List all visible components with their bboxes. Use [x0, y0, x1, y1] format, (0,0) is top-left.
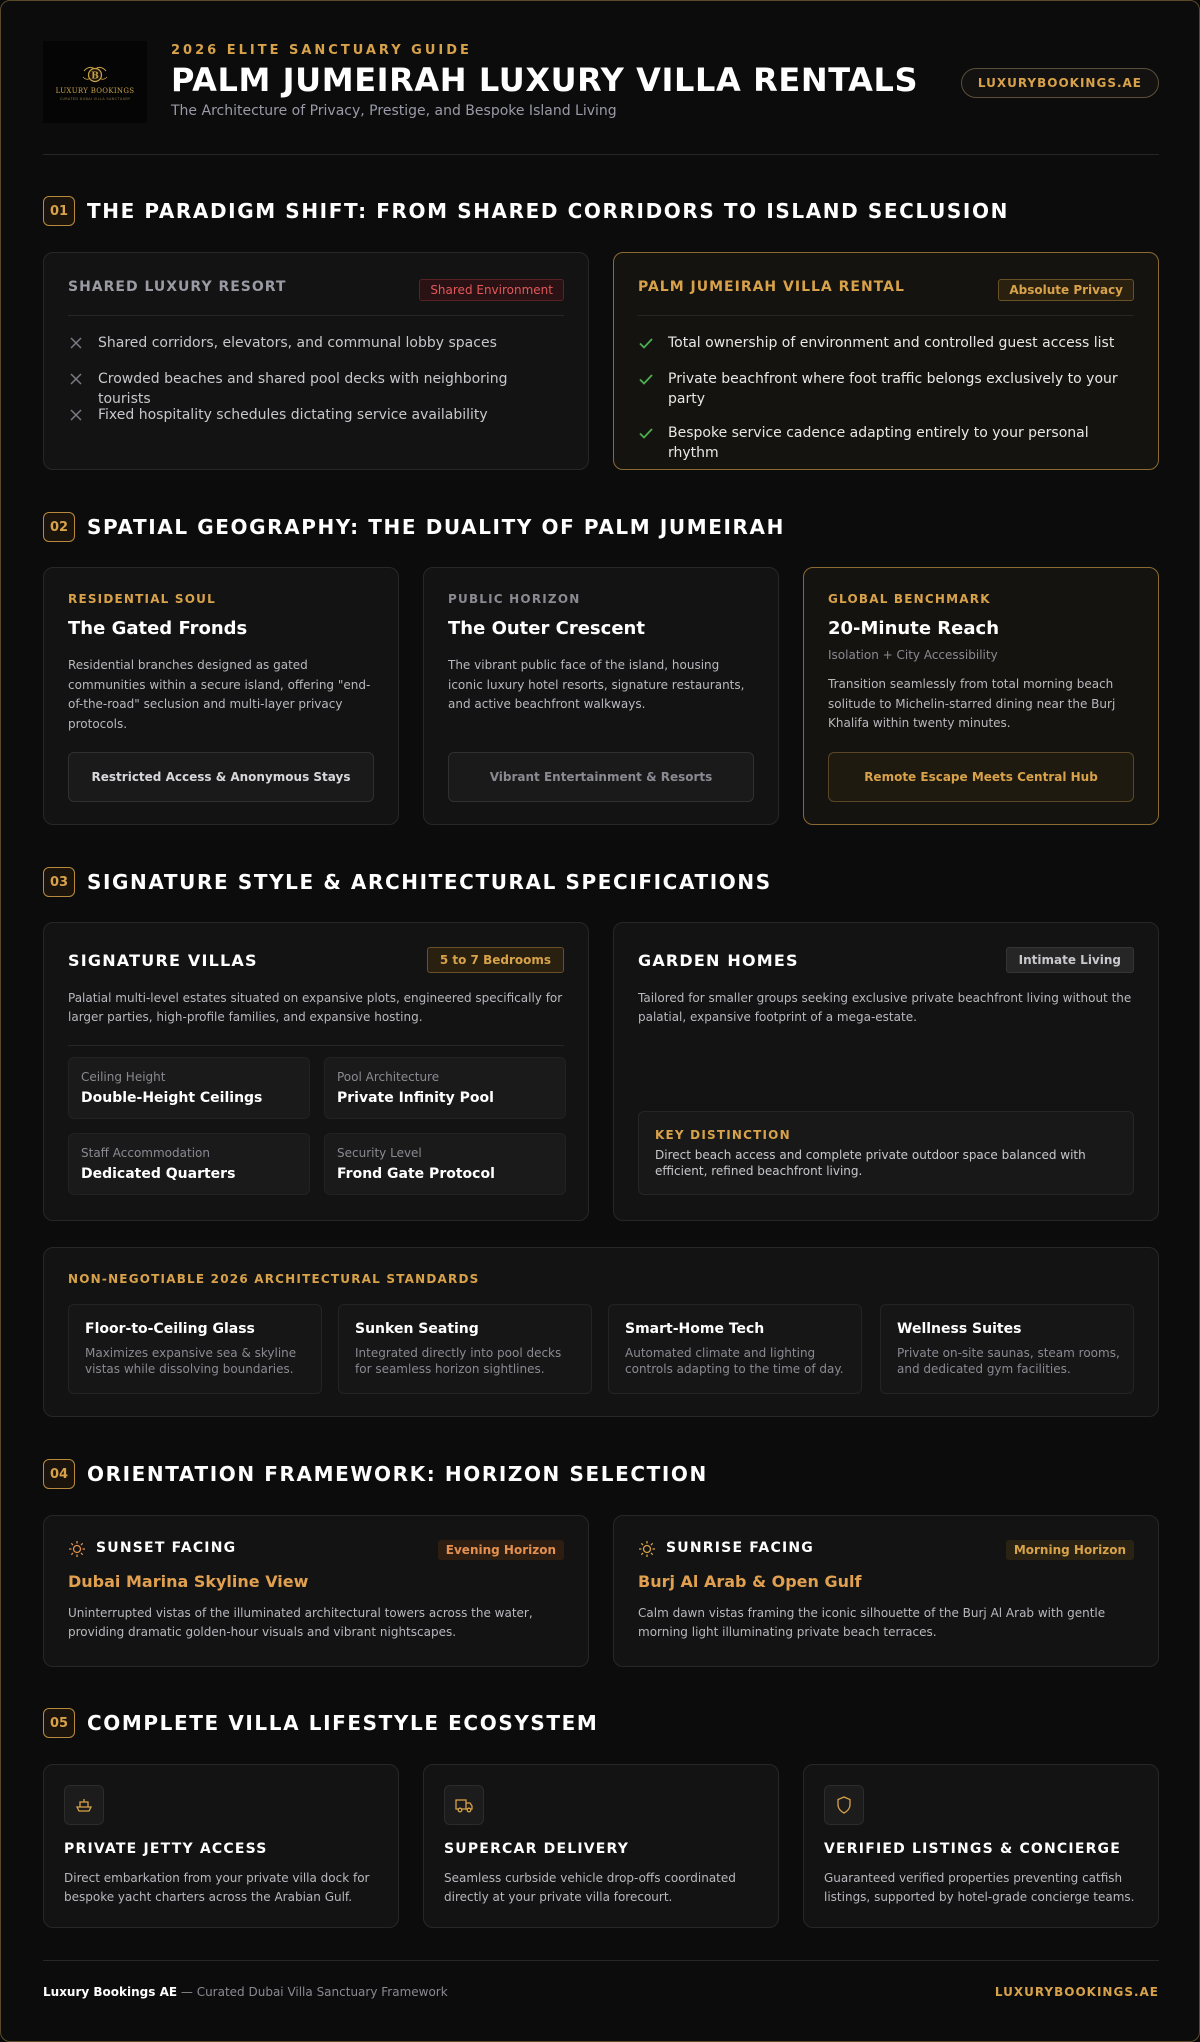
divider [68, 315, 564, 316]
spec-tile [68, 1133, 310, 1195]
section-title: ORIENTATION FRAMEWORK: HORIZON SELECTION [87, 1462, 708, 1486]
standard-title: Smart-Home Tech [625, 1321, 765, 1337]
logo-tagline: CURATED DUBAI VILLA SANCTUARY [59, 97, 131, 101]
logo-wordmark: LUXURY BOOKINGS [55, 87, 135, 95]
view-heading: Burj Al Arab & Open Gulf [638, 1572, 862, 1591]
spec-value: Frond Gate Protocol [337, 1166, 495, 1182]
section-number: 04 [43, 1459, 75, 1489]
divider [638, 315, 1134, 316]
shield-icon [824, 1785, 864, 1825]
list-item-text: Bespoke service cadence adapting entirely to your personal rhythm [668, 425, 1089, 461]
status-badge: Shared Environment [419, 279, 564, 301]
spec-value: Double-Height Ceilings [81, 1090, 263, 1106]
gated-fronds-card [43, 567, 399, 825]
section-1-heading [43, 195, 1009, 227]
spec-label: Staff Accommodation [81, 1146, 210, 1160]
svg-text:B: B [91, 71, 99, 82]
sun-icon [68, 1540, 86, 1558]
bedrooms-badge: 5 to 7 Bedrooms [427, 947, 564, 973]
spec-label: Security Level [337, 1146, 422, 1160]
card-label: GLOBAL BENCHMARK [828, 592, 991, 606]
card-title: GARDEN HOMES [638, 951, 799, 970]
garden-homes-card [613, 922, 1159, 1221]
sunset-facing-card [43, 1515, 589, 1667]
footer-brand: Luxury Bookings AE [43, 1985, 178, 1999]
section-4-heading [43, 1458, 708, 1490]
standard-tile [68, 1304, 322, 1394]
standard-description: Automated climate and lighting controls adapting to the time of day. [625, 1346, 844, 1376]
card-description: Guaranteed verified properties preventing catfish listings, supported by hotel-grade concierge teams. [824, 1871, 1135, 1904]
card-title: VERIFIED LISTINGS & CONCIERGE [824, 1841, 1122, 1857]
section-number: 05 [43, 1708, 75, 1738]
cross-icon [68, 371, 84, 387]
spec-value: Private Infinity Pool [337, 1090, 494, 1106]
standards-label: NON-NEGOTIABLE 2026 ARCHITECTURAL STANDARDS [68, 1272, 480, 1286]
standard-tile [880, 1304, 1134, 1394]
standard-description: Integrated directly into pool decks for seamless horizon sightlines. [355, 1346, 562, 1376]
card-title: 20-Minute Reach [828, 618, 1000, 639]
card-description: The vibrant public face of the island, housing iconic luxury hotel resorts, signature restaurants, and active beachfront walkways. [448, 658, 745, 711]
check-icon [638, 335, 654, 351]
crest-icon [81, 63, 109, 85]
card-description: Calm dawn vistas framing the iconic silhouette of the Burj Al Arab with gentle morning light illuminating private beach terraces. [638, 1606, 1106, 1639]
list-item [638, 423, 1134, 463]
horizon-badge: Morning Horizon [1006, 1540, 1134, 1560]
card-title: SUPERCAR DELIVERY [444, 1841, 630, 1857]
shared-resort-card [43, 252, 589, 470]
card-title: The Gated Fronds [68, 618, 248, 639]
site-link-button[interactable]: LUXURYBOOKINGS.AE [961, 68, 1159, 98]
footer-credit [43, 1985, 448, 1999]
card-description: Direct embarkation from your private villa dock for bespoke yacht charters across the Arabian Gulf. [64, 1871, 370, 1904]
card-label: PUBLIC HORIZON [448, 592, 581, 606]
standard-description: Maximizes expansive sea & skyline vistas while dissolving boundaries. [85, 1346, 297, 1376]
key-distinction-box [638, 1111, 1134, 1195]
footer-tagline: — Curated Dubai Villa Sanctuary Framework [177, 1985, 448, 1999]
card-title: PRIVATE JETTY ACCESS [64, 1841, 268, 1857]
sunrise-facing-card [613, 1515, 1159, 1667]
header [43, 41, 1159, 123]
page-title: PALM JUMEIRAH LUXURY VILLA RENTALS [171, 61, 919, 99]
list-item-text: Crowded beaches and shared pool decks with neighboring tourists [98, 371, 508, 407]
check-icon [638, 425, 654, 441]
spec-tile [324, 1057, 566, 1119]
living-badge: Intimate Living [1006, 947, 1134, 973]
truck-icon [444, 1785, 484, 1825]
section-2-heading [43, 511, 785, 543]
divider [68, 1045, 564, 1046]
card-description: Seamless curbside vehicle drop-offs coordinated directly at your private villa forecourt. [444, 1871, 736, 1904]
entertainment-button[interactable]: Vibrant Entertainment & Resorts [448, 752, 754, 802]
status-badge: Absolute Privacy [998, 279, 1134, 301]
list-item-text: Total ownership of environment and controlled guest access list [668, 335, 1115, 351]
list-item [68, 369, 564, 409]
twenty-minute-card [803, 567, 1159, 825]
section-title: SIGNATURE STYLE & ARCHITECTURAL SPECIFICATIONS [87, 870, 772, 894]
standard-tile [338, 1304, 592, 1394]
card-description: Transition seamlessly from total morning beach solitude to Michelin-starred dining near the Burj Khalifa within twenty minutes. [828, 677, 1116, 730]
card-description: Palatial multi-level estates situated on expansive plots, engineered specifically for larger parties, high-profile families, and expansive hosting. [68, 991, 563, 1024]
card-description: Residential branches designed as gated communities within a secure island, offering "end-of-the-road" seclusion and multi-layer privacy protocols. [68, 658, 371, 731]
card-label: RESIDENTIAL SOUL [68, 592, 216, 606]
key-distinction-label: KEY DISTINCTION [655, 1128, 791, 1142]
cross-icon [68, 407, 84, 423]
standard-title: Floor-to-Ceiling Glass [85, 1321, 255, 1337]
key-distinction-text: Direct beach access and complete private outdoor space balanced with efficient, refined beachfront living. [655, 1148, 1086, 1178]
spec-tile [324, 1133, 566, 1195]
footer-divider [43, 1960, 1159, 1961]
list-item [638, 333, 1134, 353]
section-title: COMPLETE VILLA LIFESTYLE ECOSYSTEM [87, 1711, 599, 1735]
section-number: 02 [43, 512, 75, 542]
cross-icon [68, 335, 84, 351]
sun-icon [638, 1540, 656, 1558]
card-title: SUNRISE FACING [666, 1540, 814, 1556]
section-3-heading [43, 866, 772, 898]
private-jetty-card [43, 1764, 399, 1928]
spec-tile [68, 1057, 310, 1119]
verified-listings-card [803, 1764, 1159, 1928]
standard-description: Private on-site saunas, steam rooms, and dedicated gym facilities. [897, 1346, 1120, 1376]
horizon-badge: Evening Horizon [438, 1540, 564, 1560]
card-title: SUNSET FACING [96, 1540, 237, 1556]
standards-card [43, 1247, 1159, 1417]
card-subtitle: Isolation + City Accessibility [828, 648, 998, 662]
villa-rental-card [613, 252, 1159, 470]
boat-icon [64, 1785, 104, 1825]
spec-value: Dedicated Quarters [81, 1166, 236, 1182]
remote-escape-button[interactable]: Remote Escape Meets Central Hub [828, 752, 1134, 802]
list-item [638, 369, 1134, 409]
brand-logo [43, 41, 147, 123]
section-title: THE PARADIGM SHIFT: FROM SHARED CORRIDORS TO ISLAND SECLUSION [87, 199, 1009, 223]
section-5-heading [43, 1707, 598, 1739]
card-title: The Outer Crescent [448, 618, 645, 639]
card-description: Tailored for smaller groups seeking exclusive private beachfront living without the palatial, expansive footprint of a mega-estate. [638, 991, 1132, 1024]
list-item-text: Fixed hospitality schedules dictating service availability [98, 407, 488, 423]
spec-label: Ceiling Height [81, 1070, 166, 1084]
check-icon [638, 371, 654, 387]
spec-label: Pool Architecture [337, 1070, 440, 1084]
guide-eyebrow: 2026 ELITE SANCTUARY GUIDE [171, 43, 472, 58]
standard-title: Sunken Seating [355, 1321, 479, 1337]
standard-tile [608, 1304, 862, 1394]
outer-crescent-card [423, 567, 779, 825]
standard-title: Wellness Suites [897, 1321, 1022, 1337]
list-item [68, 333, 564, 353]
signature-villas-card [43, 922, 589, 1221]
list-item-text: Shared corridors, elevators, and communal lobby spaces [98, 335, 497, 351]
section-number: 03 [43, 867, 75, 897]
section-title: SPATIAL GEOGRAPHY: THE DUALITY OF PALM JUMEIRAH [87, 515, 785, 539]
list-item-text: Private beachfront where foot traffic belongs exclusively to your party [668, 371, 1118, 407]
header-divider [43, 154, 1159, 155]
restricted-access-button[interactable]: Restricted Access & Anonymous Stays [68, 752, 374, 802]
card-description: Uninterrupted vistas of the illuminated architectural towers across the water, providing dramatic golden-hour visuals and vibrant nightscapes. [68, 1606, 533, 1639]
section-number: 01 [43, 196, 75, 226]
list-item [68, 405, 564, 425]
card-title: SIGNATURE VILLAS [68, 951, 258, 970]
card-title: SHARED LUXURY RESORT [68, 279, 287, 295]
view-heading: Dubai Marina Skyline View [68, 1572, 309, 1591]
page-subtitle: The Architecture of Privacy, Prestige, and Bespoke Island Living [171, 103, 617, 119]
footer-site-link[interactable]: LUXURYBOOKINGS.AE [994, 1985, 1159, 1999]
card-title: PALM JUMEIRAH VILLA RENTAL [638, 279, 905, 295]
supercar-delivery-card [423, 1764, 779, 1928]
